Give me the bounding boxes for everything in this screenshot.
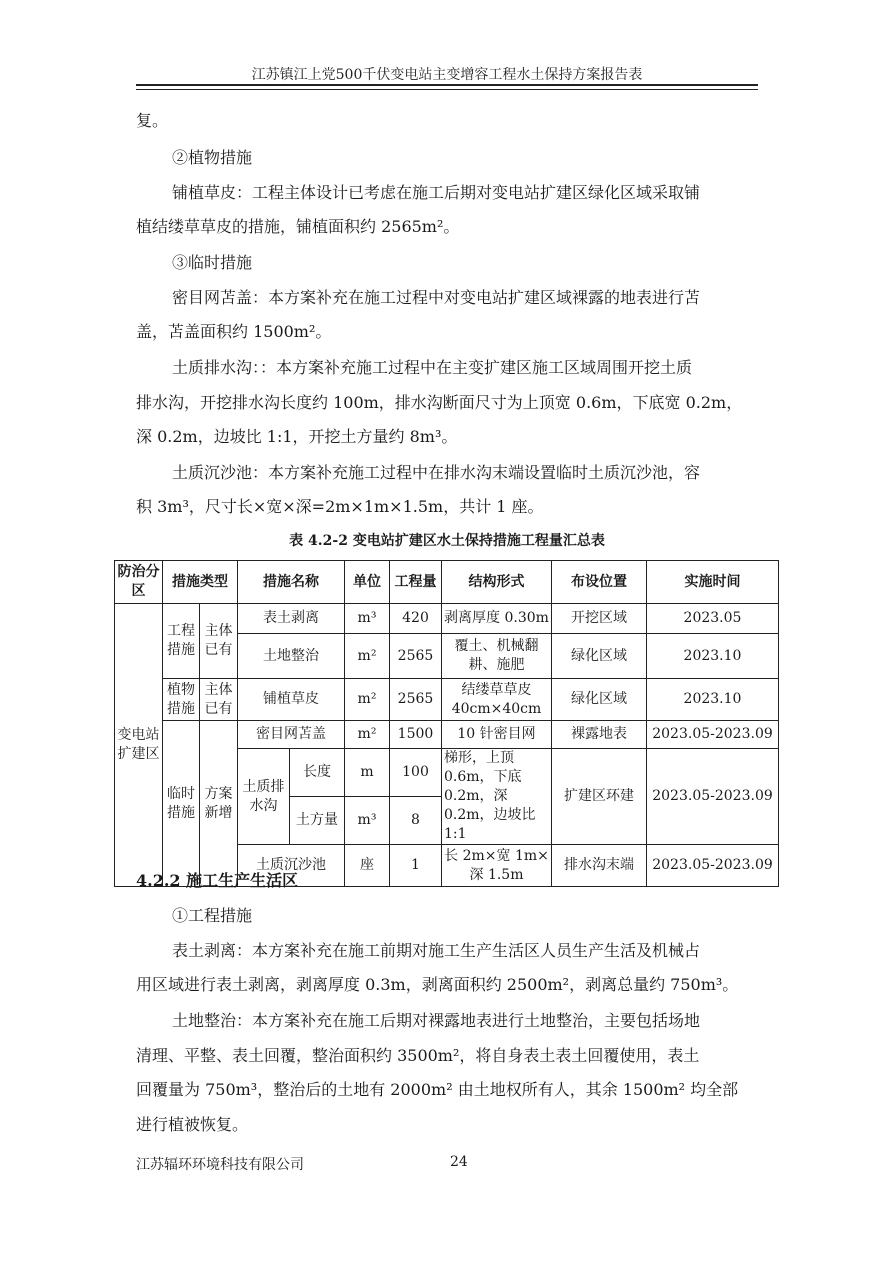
measures-table: [114, 560, 779, 887]
cell-eng-type: 工程措施: [163, 604, 200, 679]
cell-unit: m²: [345, 721, 390, 749]
cell-name: 长度: [290, 749, 345, 797]
subheading-plant-measures: ②植物措施: [172, 148, 253, 167]
cell-qty: 1500: [390, 721, 442, 749]
header-rule-thick: [136, 84, 758, 86]
paragraph-line: 盖，苫盖面积约 1500m²。: [136, 322, 332, 341]
cell-time: 2023.10: [647, 679, 779, 721]
subheading-engineering-measures: ①工程措施: [172, 906, 253, 925]
cell-unit: m²: [345, 634, 390, 679]
table-row: [115, 679, 779, 721]
cell-name: 表土剥离: [238, 604, 345, 634]
cell-time: 2023.05: [647, 604, 779, 634]
header-form: 结构形式: [442, 561, 552, 604]
paragraph-line: 积 3m³，尺寸长×宽×深=2m×1m×1.5m，共计 1 座。: [136, 497, 544, 516]
paragraph-line: 土质排水沟：：本方案补充施工过程中在主变扩建区施工区域周围开挖土质: [172, 358, 693, 377]
header-qty: 工程量: [390, 561, 442, 604]
cell-location: 扩建区环建: [552, 749, 647, 845]
cell-source: 方案新增: [200, 721, 238, 887]
cell-location: 排水沟末端: [552, 845, 647, 887]
paragraph-line: 进行植被恢复。: [136, 1115, 249, 1134]
cell-location: 裸露地表: [552, 721, 647, 749]
cell-qty: 2565: [390, 634, 442, 679]
cell-qty: 2565: [390, 679, 442, 721]
paragraph-line: 植结缕草草皮的措施，铺植面积约 2565m²。: [136, 217, 460, 236]
table-row: [115, 604, 779, 634]
cell-time: 2023.05-2023.09: [647, 721, 779, 749]
cell-temp-type: 临时措施: [163, 721, 200, 887]
cell-unit: m²: [345, 679, 390, 721]
cell-unit: 座: [345, 845, 390, 887]
cell-location: 绿化区域: [552, 679, 647, 721]
paragraph-line: 清理、平整、表土回覆，整治面积约 3500m²，将自身表土表土回覆使用，表土: [136, 1046, 700, 1065]
cell-qty: 100: [390, 749, 442, 797]
paragraph-line: 土质沉沙池：本方案补充施工过程中在排水沟末端设置临时土质沉沙池，容: [172, 463, 701, 482]
paragraph-line: 土地整治：本方案补充在施工后期对裸露地表进行土地整治，主要包括场地: [172, 1011, 701, 1030]
cell-ditch: 土质排水沟: [238, 749, 290, 845]
cell-time: 2023.05-2023.09: [647, 845, 779, 887]
cell-name: 铺植草皮: [238, 679, 345, 721]
cell-veg-type: 植物措施: [163, 679, 200, 721]
cell-name: 土方量: [290, 797, 345, 845]
cell-form: 剥离厚度 0.30m: [442, 604, 552, 634]
cell-qty: 8: [390, 797, 442, 845]
table-row: [115, 721, 779, 749]
header-title: 江苏镇江上党500千伏变电站主变增容工程水土保持方案报告表: [251, 67, 643, 83]
cell-form: 10 针密目网: [442, 721, 552, 749]
header-rule-thin: [136, 89, 758, 90]
cell-qty: 1: [390, 845, 442, 887]
table-header-row: [115, 561, 779, 604]
paragraph-line: 铺植草皮：工程主体设计已考虑在施工后期对变电站扩建区绿化区域采取铺: [172, 183, 701, 202]
paragraph-line: 复。: [136, 111, 169, 130]
cell-form: 结缕草草皮 40cm×40cm: [442, 679, 552, 721]
cell-unit: m: [345, 749, 390, 797]
cell-unit: m³: [345, 797, 390, 845]
subheading-temporary-measures: ③临时措施: [172, 253, 253, 272]
paragraph-line: 排水沟，开挖排水沟长度约 100m，排水沟断面尺寸为上顶宽 0.6m，下底宽 0.2m，: [136, 393, 743, 412]
cell-location: 绿化区域: [552, 634, 647, 679]
cell-location: 开挖区域: [552, 604, 647, 634]
cell-zone: 变电站扩建区: [115, 604, 163, 887]
paragraph-line: 密目网苫盖：本方案补充在施工过程中对变电站扩建区域裸露的地表进行苫: [172, 288, 701, 307]
cell-qty: 420: [390, 604, 442, 634]
footer-company: 江苏辐环环境科技有限公司: [136, 1157, 304, 1173]
cell-name: 土质沉沙池: [238, 845, 345, 887]
cell-form: 梯形，上顶 0.6m，下底 0.2m，深 0.2m，边坡比 1:1: [442, 749, 552, 845]
paragraph-line: 深 0.2m，边坡比 1:1，开挖土方量约 8m³。: [136, 427, 458, 446]
table-caption: 表 4.2-2 变电站扩建区水土保持措施工程量汇总表: [289, 533, 605, 549]
cell-time: 2023.05-2023.09: [647, 749, 779, 845]
header-time: 实施时间: [647, 561, 779, 604]
cell-time: 2023.10: [647, 634, 779, 679]
header-zone: 防治分区: [115, 561, 163, 604]
header-location: 布设位置: [552, 561, 647, 604]
paragraph-line: 回覆量为 750m³，整治后的土地有 2000m² 由土地权所有人，其余 1500m² 均全部: [136, 1080, 739, 1099]
section-heading: 4.2.2 施工生产生活区: [136, 871, 299, 890]
cell-form: 长 2m×宽 1m×深 1.5m: [442, 845, 552, 887]
header-unit: 单位: [345, 561, 390, 604]
page-number: 24: [450, 1154, 468, 1170]
paragraph-line: 用区域进行表土剥离，剥离厚度 0.3m，剥离面积约 2500m²，剥离总量约 750m³。: [136, 975, 739, 994]
cell-source: 主体已有: [200, 604, 238, 679]
header-type: 措施类型: [163, 561, 238, 604]
header-name: 措施名称: [238, 561, 345, 604]
cell-name: 密目网苫盖: [238, 721, 345, 749]
cell-source: 主体已有: [200, 679, 238, 721]
cell-form: 覆土、机械翻耕、施肥: [442, 634, 552, 679]
paragraph-line: 表土剥离：本方案补充在施工前期对施工生产生活区人员生产生活及机械占: [172, 941, 701, 960]
cell-name: 土地整治: [238, 634, 345, 679]
cell-unit: m³: [345, 604, 390, 634]
